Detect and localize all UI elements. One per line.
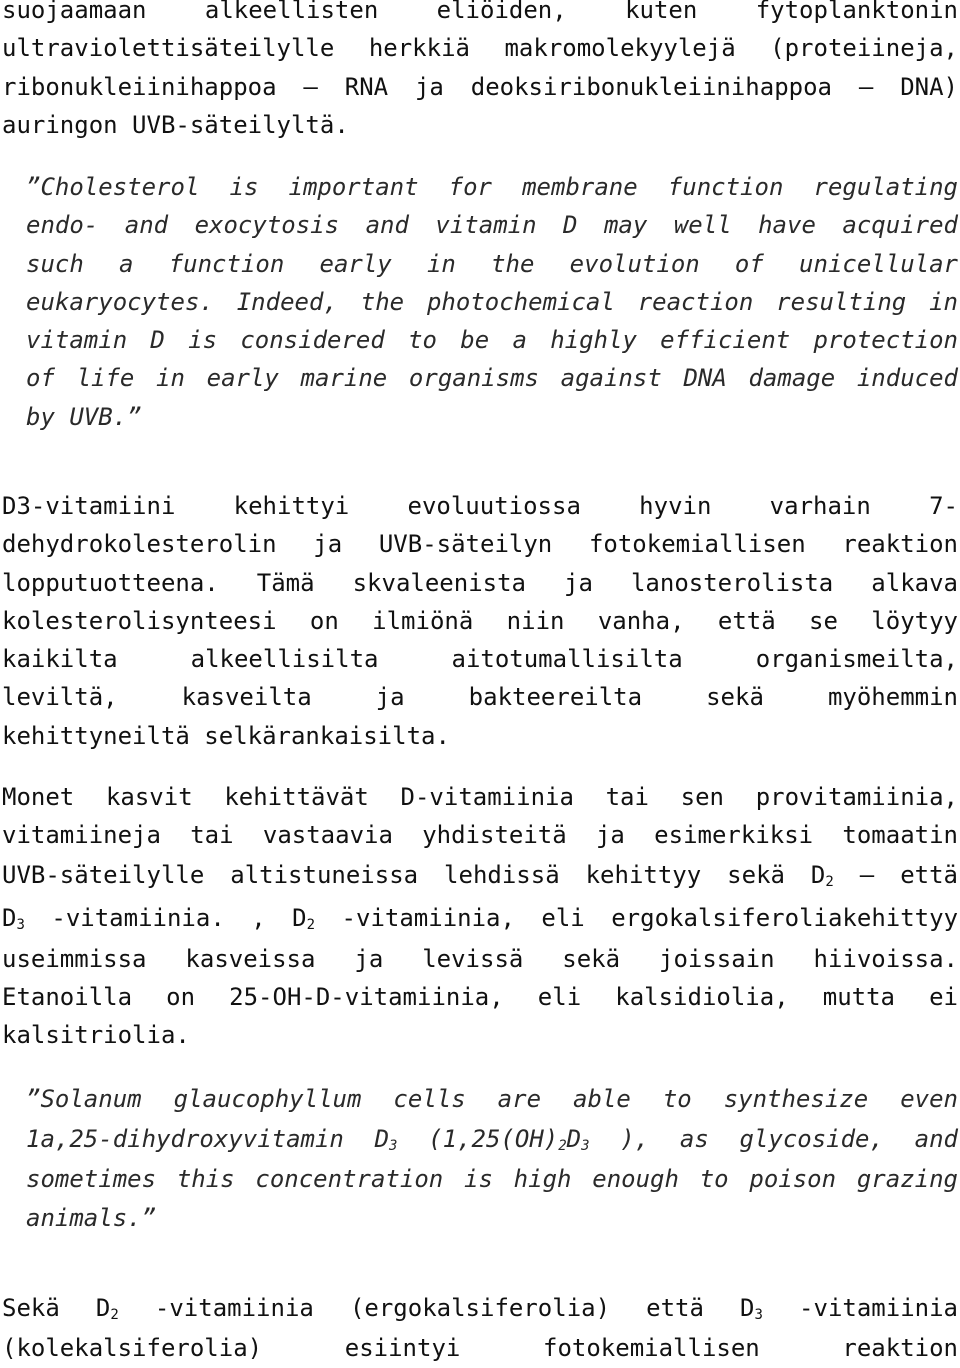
text-segment: -vitamiinia, eli ergokalsiferoliakehittyy — [341, 903, 959, 932]
quote-line: by UVB.” — [26, 402, 142, 431]
quote-solanum — [26, 1080, 958, 1237]
quote-line: ”Cholesterol is important for membrane function regulating — [26, 173, 958, 201]
text-line: kolesterolisynteesi on ilmiönä niin vanha, että se löytyy — [2, 606, 958, 635]
paragraph-d2-d3-origin — [2, 1288, 958, 1367]
text-segment: -vitamiinia — [799, 1294, 958, 1322]
text-segment: D — [566, 1125, 582, 1154]
text-segment: Sekä D — [2, 1294, 111, 1322]
subscript: 3 — [389, 1138, 398, 1155]
text-line: suojaamaan alkeellisten eliöiden, kuten fytoplanktonin — [2, 0, 958, 24]
text-segment: -vitamiinia. , D — [51, 903, 307, 932]
text-segment: (1,25(OH) — [428, 1125, 559, 1154]
subscript: 3 — [754, 1307, 763, 1323]
quote-line: sometimes this concentration is high enough to poison grazing — [26, 1165, 958, 1194]
subscript: 3 — [16, 916, 25, 933]
paragraph-uv-protection — [2, 0, 958, 144]
quote-cholesterol — [26, 168, 958, 436]
text-line: ultraviolettisäteilylle herkkiä makromolekyylejä (proteiineja, — [2, 34, 958, 63]
text-line: (kolekalsiferolia) esiintyi fotokemiallisen reaktion — [2, 1334, 958, 1362]
paragraph-plants-vitamin-d — [2, 778, 958, 1054]
quote-line: such a function early in the evolution of unicellular — [26, 249, 958, 278]
quote-line: of life in early marine organisms against DNA damage induced — [26, 364, 958, 393]
text-line: Etanoilla on 25-OH-D-vitamiinia, eli kalsidiolia, mutta ei — [2, 982, 958, 1011]
text-line: Monet kasvit kehittävät D-vitamiinia tai sen provitamiinia, — [2, 783, 958, 811]
text-line — [2, 896, 958, 940]
subscript: 3 — [581, 1138, 590, 1155]
subscript: 2 — [110, 1307, 119, 1323]
text-line: kalsitriolia. — [2, 1021, 190, 1050]
text-line: lopputuotteena. Tämä skvaleenista ja lanosterolista alkava — [2, 568, 958, 597]
quote-line: endo- and exocytosis and vitamin D may well have acquired — [26, 211, 958, 240]
text-line: useimmissa kasveissa ja levissä sekä joissain hiivoissa. — [2, 944, 958, 973]
quote-line: ”Solanum glaucophyllum cells are able to synthesize even — [26, 1085, 958, 1113]
quote-line — [26, 1118, 958, 1160]
text-line: leviltä, kasveilta ja bakteereilta sekä myöhemmin — [2, 683, 958, 712]
text-segment: -vitamiinia (ergokalsiferolia) että D — [154, 1294, 755, 1322]
text-line — [2, 855, 958, 896]
subscript: 2 — [558, 1138, 567, 1155]
quote-line: animals.” — [26, 1203, 157, 1232]
text-line: auringon UVB-säteilyltä. — [2, 110, 349, 139]
paragraph-d3-evolution — [2, 487, 958, 755]
text-segment: 1a,25-dihydroxyvitamin D — [26, 1125, 390, 1154]
text-line: kaikilta alkeellisilta aitotumallisilta organismeilta, — [2, 645, 958, 674]
text-line: D3-vitamiini kehittyi evoluutiossa hyvin varhain 7- — [2, 492, 958, 520]
quote-line: vitamin D is considered to be a highly efficient protection — [26, 326, 958, 355]
text-segment: UVB-säteilylle altistuneissa lehdissä kehittyy sekä D — [2, 860, 826, 889]
text-line: ribonukleiinihappoa – RNA ja deoksiribonukleiinihappoa – DNA) — [2, 72, 958, 101]
text-segment: – että — [859, 860, 959, 889]
quote-line: eukaryocytes. Indeed, the photochemical reaction resulting in — [26, 287, 958, 316]
subscript: 2 — [306, 916, 316, 933]
text-segment: D — [2, 903, 17, 932]
text-line: kehittyneiltä selkärankaisilta. — [2, 721, 450, 750]
text-line — [2, 1288, 958, 1329]
text-line: dehydrokolesterolin ja UVB-säteilyn fotokemiallisen reaktion — [2, 530, 958, 559]
text-line: vitamiineja tai vastaavia yhdisteitä ja esimerkiksi tomaatin — [2, 821, 958, 850]
text-segment: ), as glycoside, and — [620, 1125, 959, 1154]
subscript: 2 — [825, 873, 834, 890]
